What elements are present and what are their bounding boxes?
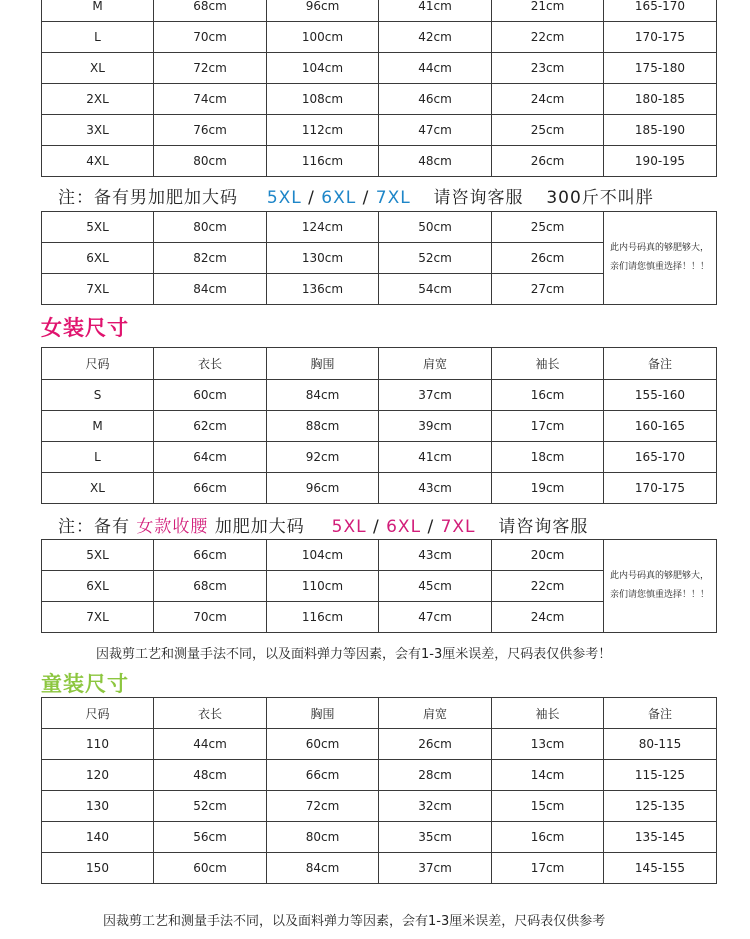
table-cell: 80cm <box>154 212 267 243</box>
table-row <box>42 212 717 243</box>
separator: / <box>362 188 370 208</box>
table-cell: 41cm <box>379 0 492 22</box>
table-cell: 35cm <box>379 822 492 853</box>
table-cell: 84cm <box>154 274 267 305</box>
column-header: 衣长 <box>154 698 267 729</box>
table-cell: 125-135 <box>604 791 717 822</box>
disclaimer-text: 因裁剪工艺和测量手法不同，以及面料弹力等因素，会有1-3厘米误差，尺码表仅供参考！ <box>96 647 612 662</box>
table-cell: 62cm <box>154 411 267 442</box>
table-cell: 70cm <box>154 22 267 53</box>
table-cell: 60cm <box>267 729 379 760</box>
table-cell: 170-175 <box>604 473 717 504</box>
table-cell: 136cm <box>267 274 379 305</box>
table-cell: 108cm <box>267 84 379 115</box>
table-cell: S <box>42 380 154 411</box>
table-cell: 22cm <box>492 22 604 53</box>
table-row <box>42 473 717 504</box>
table-row <box>42 822 717 853</box>
table-cell: 120 <box>42 760 154 791</box>
table-cell: 25cm <box>492 115 604 146</box>
table-cell: 150 <box>42 853 154 884</box>
table-cell: 74cm <box>154 84 267 115</box>
table-cell: 130cm <box>267 243 379 274</box>
note-suffix: 请咨询客服 <box>433 188 524 208</box>
table-cell: 155-160 <box>604 380 717 411</box>
table-cell: 84cm <box>267 380 379 411</box>
table-cell: 100cm <box>267 22 379 53</box>
table-cell: 60cm <box>154 853 267 884</box>
table-cell: XL <box>42 473 154 504</box>
table-cell: 66cm <box>154 540 267 571</box>
table-cell: 16cm <box>492 822 604 853</box>
table-cell: 130 <box>42 791 154 822</box>
column-header: 备注 <box>604 348 717 380</box>
remark-cell: 此内号码真的够肥够大，亲们请您慎重选择！！！ <box>604 540 717 633</box>
kids-section-title: 童装尺寸 <box>41 672 129 696</box>
table-row <box>42 22 717 53</box>
table-cell: 45cm <box>379 571 492 602</box>
table-cell: 18cm <box>492 442 604 473</box>
table-row <box>42 853 717 884</box>
table-cell: 56cm <box>154 822 267 853</box>
table-cell: 37cm <box>379 853 492 884</box>
table-cell: 165-170 <box>604 442 717 473</box>
size-5xl: 5XL <box>331 517 367 537</box>
table-cell: 24cm <box>492 84 604 115</box>
table-cell: 23cm <box>492 53 604 84</box>
note-prefix: 注：备有男加肥加大码 <box>58 188 238 208</box>
table-cell: 43cm <box>379 540 492 571</box>
size-7xl: 7XL <box>375 188 411 208</box>
women-size-table <box>41 347 717 504</box>
size-7xl: 7XL <box>440 517 476 537</box>
table-cell: 110cm <box>267 571 379 602</box>
table-cell: 76cm <box>154 115 267 146</box>
table-cell: 26cm <box>492 146 604 177</box>
note-prefix: 注：备有 <box>58 517 130 537</box>
table-cell: 165-170 <box>604 0 717 22</box>
table-cell: 44cm <box>379 53 492 84</box>
table-cell: 92cm <box>267 442 379 473</box>
table-cell: 96cm <box>267 473 379 504</box>
table-cell: 5XL <box>42 540 154 571</box>
table-cell: 48cm <box>379 146 492 177</box>
table-cell: 43cm <box>379 473 492 504</box>
men-big-size-note <box>58 183 654 208</box>
table-cell: 84cm <box>267 853 379 884</box>
table-cell: 22cm <box>492 571 604 602</box>
table-cell: 3XL <box>42 115 154 146</box>
table-cell: 68cm <box>154 571 267 602</box>
table-cell: 124cm <box>267 212 379 243</box>
table-row <box>42 146 717 177</box>
table-row <box>42 53 717 84</box>
table-cell: 39cm <box>379 411 492 442</box>
men-big-size-table <box>41 211 717 305</box>
table-cell: 20cm <box>492 540 604 571</box>
table-cell: XL <box>42 53 154 84</box>
column-header: 胸围 <box>267 348 379 380</box>
table-cell: 116cm <box>267 146 379 177</box>
table-cell: 46cm <box>379 84 492 115</box>
table-row <box>42 115 717 146</box>
table-cell: 4XL <box>42 146 154 177</box>
women-section-title: 女装尺寸 <box>41 316 129 340</box>
table-row <box>42 540 717 571</box>
table-cell: 96cm <box>267 0 379 22</box>
column-header: 衣长 <box>154 348 267 380</box>
table-cell: 170-175 <box>604 22 717 53</box>
table-row <box>42 760 717 791</box>
table-row <box>42 442 717 473</box>
table-cell: 64cm <box>154 442 267 473</box>
table-cell: L <box>42 442 154 473</box>
table-header-row <box>42 348 717 380</box>
column-header: 尺码 <box>42 698 154 729</box>
table-cell: 80cm <box>154 146 267 177</box>
table-cell: 47cm <box>379 115 492 146</box>
table-cell: 110 <box>42 729 154 760</box>
men-size-table <box>41 0 717 177</box>
table-cell: 24cm <box>492 602 604 633</box>
table-cell: 66cm <box>154 473 267 504</box>
table-cell: 160-165 <box>604 411 717 442</box>
table-cell: 7XL <box>42 274 154 305</box>
column-header: 肩宽 <box>379 698 492 729</box>
table-cell: 21cm <box>492 0 604 22</box>
table-header-row <box>42 698 717 729</box>
table-cell: 50cm <box>379 212 492 243</box>
table-cell: 26cm <box>379 729 492 760</box>
note-mid: 加肥加大码 <box>214 517 305 537</box>
table-cell: 72cm <box>154 53 267 84</box>
table-cell: 47cm <box>379 602 492 633</box>
table-cell: 7XL <box>42 602 154 633</box>
table-cell: 140 <box>42 822 154 853</box>
table-row <box>42 84 717 115</box>
table-row <box>42 729 717 760</box>
table-cell: 2XL <box>42 84 154 115</box>
table-cell: 60cm <box>154 380 267 411</box>
table-cell: 52cm <box>379 243 492 274</box>
table-cell: 104cm <box>267 53 379 84</box>
table-cell: 19cm <box>492 473 604 504</box>
separator: / <box>427 517 435 537</box>
table-cell: 28cm <box>379 760 492 791</box>
table-cell: 68cm <box>154 0 267 22</box>
note-suffix: 请咨询客服 <box>498 517 589 537</box>
table-cell: 175-180 <box>604 53 717 84</box>
note-highlight: 女款收腰 <box>136 517 209 537</box>
table-cell: 41cm <box>379 442 492 473</box>
table-cell: 54cm <box>379 274 492 305</box>
column-header: 袖长 <box>492 348 604 380</box>
table-row <box>42 380 717 411</box>
table-cell: 37cm <box>379 380 492 411</box>
remark-cell: 此内号码真的够肥够大，亲们请您慎重选择！！！ <box>604 212 717 305</box>
table-cell: 72cm <box>267 791 379 822</box>
women-big-size-note <box>58 512 588 537</box>
table-cell: 27cm <box>492 274 604 305</box>
table-cell: 80-115 <box>604 729 717 760</box>
size-6xl: 6XL <box>386 517 422 537</box>
table-cell: 180-185 <box>604 84 717 115</box>
kids-size-table <box>41 697 717 884</box>
table-cell: 190-195 <box>604 146 717 177</box>
column-header: 胸围 <box>267 698 379 729</box>
table-cell: M <box>42 0 154 22</box>
table-cell: 44cm <box>154 729 267 760</box>
table-cell: 82cm <box>154 243 267 274</box>
table-cell: 15cm <box>492 791 604 822</box>
size-6xl: 6XL <box>321 188 357 208</box>
table-cell: 88cm <box>267 411 379 442</box>
disclaimer-text-bottom: 因裁剪工艺和测量手法不同，以及面料弹力等因素，会有1-3厘米误差，尺码表仅供参考 <box>103 914 606 929</box>
table-cell: 13cm <box>492 729 604 760</box>
column-header: 尺码 <box>42 348 154 380</box>
table-cell: L <box>42 22 154 53</box>
table-cell: 6XL <box>42 571 154 602</box>
table-cell: 14cm <box>492 760 604 791</box>
table-cell: 26cm <box>492 243 604 274</box>
separator: / <box>372 517 380 537</box>
table-cell: 116cm <box>267 602 379 633</box>
table-cell: 112cm <box>267 115 379 146</box>
column-header: 袖长 <box>492 698 604 729</box>
table-cell: 6XL <box>42 243 154 274</box>
table-cell: 185-190 <box>604 115 717 146</box>
table-cell: 48cm <box>154 760 267 791</box>
table-cell: 104cm <box>267 540 379 571</box>
women-big-size-table <box>41 539 717 633</box>
table-row <box>42 791 717 822</box>
table-cell: 52cm <box>154 791 267 822</box>
table-row <box>42 0 717 22</box>
table-cell: 70cm <box>154 602 267 633</box>
table-cell: 25cm <box>492 212 604 243</box>
table-cell: 32cm <box>379 791 492 822</box>
table-cell: 80cm <box>267 822 379 853</box>
table-cell: 16cm <box>492 380 604 411</box>
table-row <box>42 411 717 442</box>
separator: / <box>308 188 315 208</box>
table-cell: M <box>42 411 154 442</box>
column-header: 肩宽 <box>379 348 492 380</box>
note-extra: 300斤不叫胖 <box>546 188 654 208</box>
table-cell: 115-125 <box>604 760 717 791</box>
table-cell: 17cm <box>492 411 604 442</box>
table-cell: 66cm <box>267 760 379 791</box>
column-header: 备注 <box>604 698 717 729</box>
table-cell: 5XL <box>42 212 154 243</box>
size-5xl: 5XL <box>266 188 302 208</box>
table-cell: 145-155 <box>604 853 717 884</box>
table-cell: 42cm <box>379 22 492 53</box>
table-cell: 135-145 <box>604 822 717 853</box>
table-cell: 17cm <box>492 853 604 884</box>
